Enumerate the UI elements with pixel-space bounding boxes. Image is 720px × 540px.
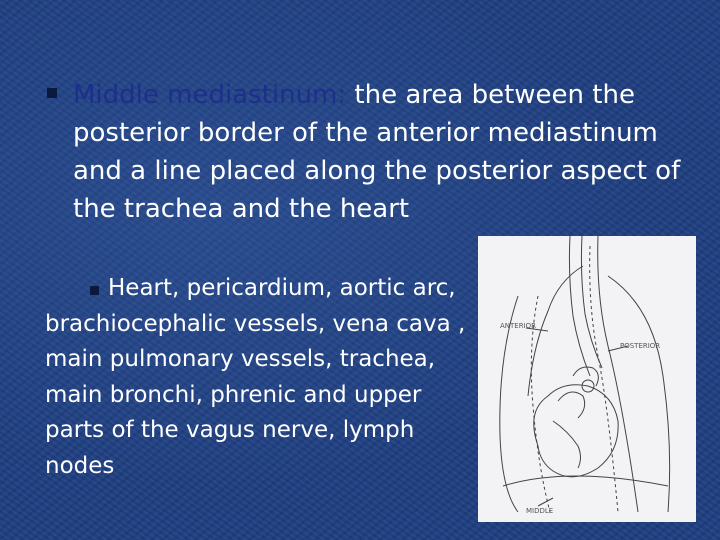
label-anterior: ANTERIOR bbox=[500, 322, 537, 330]
mediastinum-diagram-drawing bbox=[478, 236, 696, 522]
main-bullet-text bbox=[73, 76, 693, 228]
main-bullet-marker bbox=[47, 88, 57, 98]
trachea bbox=[569, 236, 590, 376]
label-middle: MIDDLE bbox=[526, 507, 554, 515]
label-posterior: POSTERIOR bbox=[620, 342, 661, 350]
term-definition: the area between the posterior border of the anterior mediastinum and a line placed along the posterior aspect of the trachea and the heart bbox=[73, 80, 681, 224]
term-label: Middle mediastinum: bbox=[73, 80, 347, 110]
mediastinum-diagram bbox=[478, 236, 696, 522]
sub-bullet-content: Heart, pericardium, aortic arc, brachiocephalic vessels, vena cava , main pulmonary vessels, trachea, main bronchi, phrenic and upper parts of the vagus nerve, lymph nodes bbox=[45, 275, 466, 479]
sub-bullet-text bbox=[45, 271, 485, 484]
heart bbox=[534, 385, 618, 477]
